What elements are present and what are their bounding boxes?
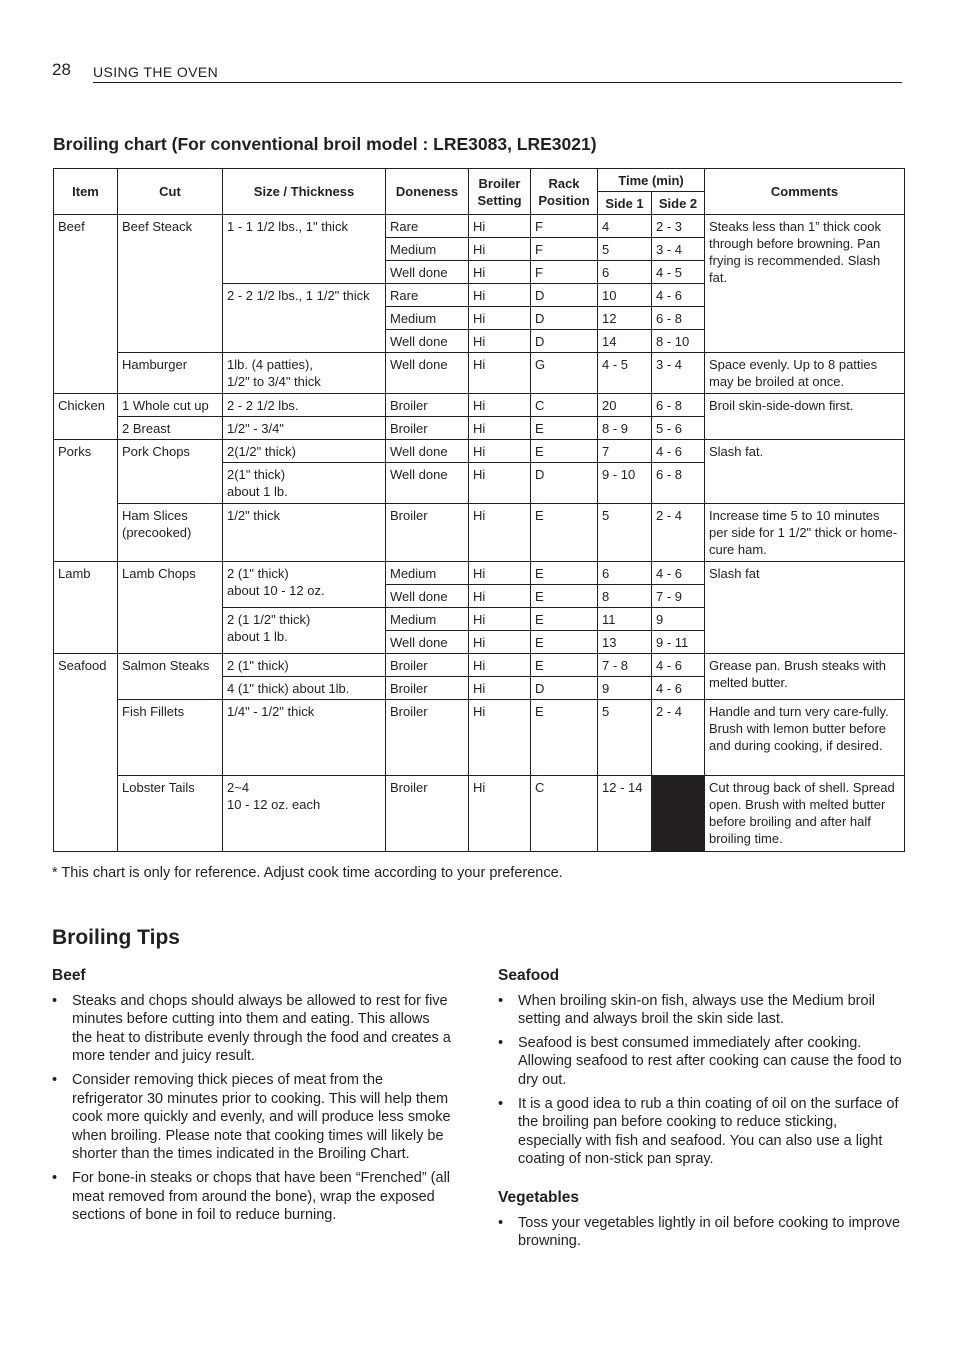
side2-cell: 9 — [652, 608, 705, 631]
doneness-cell: Medium — [386, 307, 469, 330]
setting-cell: Hi — [469, 330, 531, 353]
size-line: 1/2" to 3/4" thick — [227, 374, 321, 389]
size-line: 2~4 — [227, 780, 250, 795]
size-line: 2(1" thick) — [227, 467, 286, 482]
tips-title: Broiling Tips — [52, 926, 180, 949]
side2-cell: 6 - 8 — [652, 463, 705, 504]
size-cell: 4 (1" thick) about 1lb. — [223, 677, 386, 700]
comment-cell: Broil skin-side-down first. — [705, 394, 905, 440]
side2-cell: 4 - 6 — [652, 440, 705, 463]
side2-cell: 4 - 5 — [652, 261, 705, 284]
size-cell — [223, 353, 386, 394]
size-line: 1lb. (4 patties), — [227, 357, 313, 372]
broiling-chart-table — [53, 168, 905, 852]
setting-cell: Hi — [469, 776, 531, 852]
cut-cell: Beef Steack — [118, 215, 223, 353]
side1-cell: 7 — [598, 440, 652, 463]
size-cell: 2(1/2" thick) — [223, 440, 386, 463]
item-cell: Porks — [54, 440, 118, 562]
doneness-cell: Broiler — [386, 394, 469, 417]
doneness-cell: Broiler — [386, 654, 469, 677]
cut-cell: 2 Breast — [118, 417, 223, 440]
doneness-cell: Rare — [386, 215, 469, 238]
item-cell: Chicken — [54, 394, 118, 440]
side1-cell: 12 — [598, 307, 652, 330]
rack-cell: E — [531, 504, 598, 562]
doneness-cell: Broiler — [386, 417, 469, 440]
doneness-cell: Well done — [386, 585, 469, 608]
rack-cell: F — [531, 215, 598, 238]
doneness-cell: Well done — [386, 440, 469, 463]
comment-cell: Grease pan. Brush steaks with melted butter. — [705, 654, 905, 700]
side2-cell: 3 - 4 — [652, 353, 705, 394]
list-item: • It is a good idea to rub a thin coating of oil on the surface of the broiling pan before cooking to reduce sticking, especially with fish and seafood. You can also use a light coating of non-stick pan spray. — [498, 1095, 902, 1169]
comment-cell: Handle and turn very care-fully. Brush with lemon butter before and during cooking, if desired. — [705, 700, 905, 776]
cut-cell: Lobster Tails — [118, 776, 223, 852]
side1-cell: 9 — [598, 677, 652, 700]
doneness-cell: Well done — [386, 631, 469, 654]
side2-cell: 5 - 6 — [652, 417, 705, 440]
rack-cell: E — [531, 654, 598, 677]
setting-cell: Hi — [469, 608, 531, 631]
rack-cell: F — [531, 238, 598, 261]
cut-cell: 1 Whole cut up — [118, 394, 223, 417]
setting-cell: Hi — [469, 440, 531, 463]
side2-cell: 4 - 6 — [652, 284, 705, 307]
side2-cell: 4 - 6 — [652, 654, 705, 677]
header-doneness: Doneness — [386, 169, 469, 215]
vegetables-tips-list — [498, 1214, 902, 1251]
header-time: Time (min) — [598, 169, 705, 192]
setting-cell: Hi — [469, 700, 531, 776]
rack-cell: E — [531, 417, 598, 440]
rack-cell: D — [531, 330, 598, 353]
seafood-tips — [498, 967, 902, 1174]
rack-cell: E — [531, 562, 598, 585]
side2-cell: 7 - 9 — [652, 585, 705, 608]
header-side2: Side 2 — [652, 192, 705, 215]
side2-cell-blank — [652, 776, 705, 852]
side1-cell: 8 - 9 — [598, 417, 652, 440]
size-cell — [223, 608, 386, 654]
setting-cell: Hi — [469, 394, 531, 417]
size-line: 10 - 12 oz. each — [227, 797, 321, 812]
side1-cell: 11 — [598, 608, 652, 631]
side1-cell: 6 — [598, 261, 652, 284]
header-size: Size / Thickness — [223, 169, 386, 215]
chart-footnote: * This chart is only for reference. Adjust cook time according to your preference. — [52, 865, 563, 881]
size-cell: 1/4" - 1/2" thick — [223, 700, 386, 776]
size-line: about 10 - 12 oz. — [227, 583, 325, 598]
side1-cell: 20 — [598, 394, 652, 417]
rack-cell: D — [531, 307, 598, 330]
setting-cell: Hi — [469, 215, 531, 238]
doneness-cell: Well done — [386, 261, 469, 284]
chart-title: Broiling chart (For conventional broil model : LRE3083, LRE3021) — [53, 134, 597, 154]
size-cell: 1/2" thick — [223, 504, 386, 562]
side1-cell: 5 — [598, 504, 652, 562]
comment-cell: Cut throug back of shell. Spread open. Brush with melted butter before broiling and after half broiling time. — [705, 776, 905, 852]
size-cell: 2 (1" thick) — [223, 654, 386, 677]
vegetables-tips — [498, 1189, 902, 1256]
setting-cell: Hi — [469, 504, 531, 562]
seafood-tips-list — [498, 992, 902, 1169]
setting-cell: Hi — [469, 284, 531, 307]
doneness-cell: Broiler — [386, 677, 469, 700]
doneness-cell: Well done — [386, 330, 469, 353]
doneness-cell: Medium — [386, 608, 469, 631]
side1-cell: 7 - 8 — [598, 654, 652, 677]
side1-cell: 14 — [598, 330, 652, 353]
rack-cell: E — [531, 585, 598, 608]
seafood-heading: Seafood — [498, 967, 560, 984]
comment-cell: Slash fat. — [705, 440, 905, 504]
section-title: USING THE OVEN — [93, 64, 219, 80]
size-cell: 1 - 1 1/2 lbs., 1" thick — [223, 215, 386, 284]
cut-cell: Lamb Chops — [118, 562, 223, 654]
header-broiler-setting: Broiler Setting — [469, 169, 531, 215]
rack-cell: E — [531, 631, 598, 654]
size-cell: 2 - 2 1/2 lbs., 1 1/2" thick — [223, 284, 386, 353]
side2-cell: 8 - 10 — [652, 330, 705, 353]
page-number: 28 — [52, 60, 71, 79]
side2-cell: 2 - 4 — [652, 504, 705, 562]
side2-cell: 4 - 6 — [652, 677, 705, 700]
rack-cell: C — [531, 776, 598, 852]
cut-cell: Hamburger — [118, 353, 223, 394]
size-line: about 1 lb. — [227, 484, 288, 499]
rack-cell: C — [531, 394, 598, 417]
rack-cell: D — [531, 677, 598, 700]
setting-cell: Hi — [469, 631, 531, 654]
rack-cell: E — [531, 700, 598, 776]
rack-cell: F — [531, 261, 598, 284]
doneness-cell: Medium — [386, 238, 469, 261]
beef-tips-list — [52, 992, 452, 1225]
list-item: • Consider removing thick pieces of meat from the refrigerator 30 minutes prior to cooking. This will help them cook more quickly and evenly, and will produce less smoke when broiling. Please note that cooking times will likely be shorter than the times indicated in the Broiling Chart. — [52, 1071, 452, 1164]
side1-cell: 5 — [598, 700, 652, 776]
size-cell: 2 - 2 1/2 lbs. — [223, 394, 386, 417]
list-item: • Toss your vegetables lightly in oil before cooking to improve browning. — [498, 1214, 902, 1251]
setting-cell: Hi — [469, 654, 531, 677]
comment-cell: Space evenly. Up to 8 patties may be broiled at once. — [705, 353, 905, 394]
rack-cell: G — [531, 353, 598, 394]
side1-cell: 6 — [598, 562, 652, 585]
rack-cell: D — [531, 463, 598, 504]
comment-cell: Slash fat — [705, 562, 905, 654]
size-cell — [223, 776, 386, 852]
setting-cell: Hi — [469, 238, 531, 261]
cut-cell: Pork Chops — [118, 440, 223, 504]
doneness-cell: Medium — [386, 562, 469, 585]
side2-cell: 2 - 3 — [652, 215, 705, 238]
size-cell: 1/2" - 3/4" — [223, 417, 386, 440]
comment-cell: Steaks less than 1” thick cook through before browning. Pan frying is recommended. Slash fat. — [705, 215, 905, 353]
side2-cell: 9 - 11 — [652, 631, 705, 654]
side1-cell: 9 - 10 — [598, 463, 652, 504]
header-item: Item — [54, 169, 118, 215]
setting-cell: Hi — [469, 677, 531, 700]
side1-cell: 4 - 5 — [598, 353, 652, 394]
side1-cell: 5 — [598, 238, 652, 261]
size-cell — [223, 463, 386, 504]
list-item: • For bone-in steaks or chops that have been “Frenched” (all meat removed from around the bone), wrap the exposed sections of bone in foil to reduce burning. — [52, 1169, 452, 1225]
setting-cell: Hi — [469, 417, 531, 440]
size-line: 2 (1 1/2" thick) — [227, 612, 311, 627]
doneness-cell: Broiler — [386, 776, 469, 852]
list-item: • Seafood is best consumed immediately after cooking. Allowing seafood to rest after cooking can cause the food to dry out. — [498, 1034, 902, 1090]
size-cell — [223, 562, 386, 608]
list-item: • When broiling skin-on fish, always use the Medium broil setting and always broil the skin side last. — [498, 992, 902, 1029]
side1-cell: 8 — [598, 585, 652, 608]
header-side1: Side 1 — [598, 192, 652, 215]
size-line: about 1 lb. — [227, 629, 288, 644]
side2-cell: 2 - 4 — [652, 700, 705, 776]
beef-heading: Beef — [52, 967, 86, 984]
setting-cell: Hi — [469, 585, 531, 608]
side1-cell: 13 — [598, 631, 652, 654]
side1-cell: 12 - 14 — [598, 776, 652, 852]
cut-cell: Ham Slices (precooked) — [118, 504, 223, 562]
item-cell: Seafood — [54, 654, 118, 852]
header-rack-position: Rack Position — [531, 169, 598, 215]
doneness-cell: Rare — [386, 284, 469, 307]
side2-cell: 4 - 6 — [652, 562, 705, 585]
item-cell: Lamb — [54, 562, 118, 654]
setting-cell: Hi — [469, 353, 531, 394]
doneness-cell: Broiler — [386, 700, 469, 776]
setting-cell: Hi — [469, 307, 531, 330]
side2-cell: 6 - 8 — [652, 307, 705, 330]
side1-cell: 10 — [598, 284, 652, 307]
comment-cell: Increase time 5 to 10 minutes per side for 1 1/2" thick or home-cure ham. — [705, 504, 905, 562]
side2-cell: 3 - 4 — [652, 238, 705, 261]
doneness-cell: Broiler — [386, 504, 469, 562]
rack-cell: E — [531, 440, 598, 463]
size-line: 2 (1" thick) — [227, 566, 289, 581]
side1-cell: 4 — [598, 215, 652, 238]
beef-tips — [52, 967, 452, 1230]
setting-cell: Hi — [469, 261, 531, 284]
cut-cell: Salmon Steaks — [118, 654, 223, 700]
cut-cell: Fish Fillets — [118, 700, 223, 776]
item-cell: Beef — [54, 215, 118, 394]
header-rule — [93, 82, 902, 83]
header-comments: Comments — [705, 169, 905, 215]
list-item: • Steaks and chops should always be allowed to rest for five minutes before cutting into them and eating. This allows the heat to distribute evenly through the food and creates a more tender and juicy result. — [52, 992, 452, 1066]
setting-cell: Hi — [469, 562, 531, 585]
setting-cell: Hi — [469, 463, 531, 504]
vegetables-heading: Vegetables — [498, 1189, 579, 1206]
side2-cell: 6 - 8 — [652, 394, 705, 417]
doneness-cell: Well done — [386, 463, 469, 504]
rack-cell: D — [531, 284, 598, 307]
rack-cell: E — [531, 608, 598, 631]
header-cut: Cut — [118, 169, 223, 215]
doneness-cell: Well done — [386, 353, 469, 394]
